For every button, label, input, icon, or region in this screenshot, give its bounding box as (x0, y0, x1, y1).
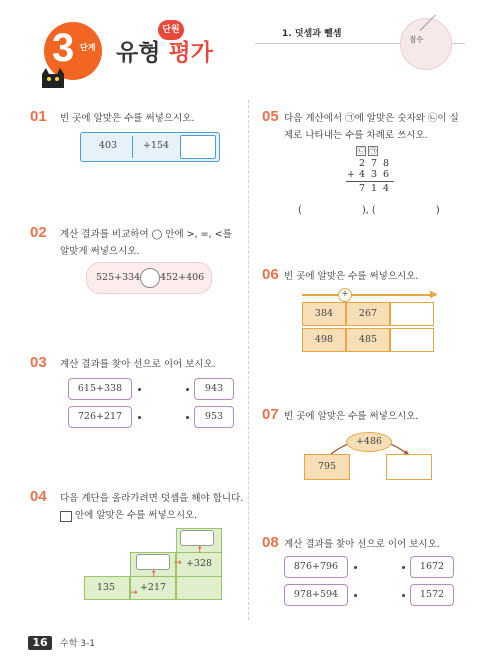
page-title (116, 34, 213, 67)
page-number: 16 (28, 636, 52, 650)
digit: 6 (382, 169, 390, 180)
q6-answer-box[interactable] (390, 302, 434, 326)
digit: 4 (382, 183, 390, 194)
title-accent: 평가 (168, 40, 213, 66)
question-text: 빈 곳에 알맞은 수를 써넣으시오. (60, 113, 195, 124)
question-text-line2: 제로 나타내는 수를 차례로 쓰시오. (284, 130, 428, 141)
q6-value: 498 (314, 334, 334, 345)
q5-answer-blanks[interactable]: ( ), ( ) (298, 205, 440, 216)
q3-left-1: 615+338 (77, 383, 123, 394)
digit: 7 (358, 183, 366, 194)
question-text: 계산 결과를 찾아 선으로 이어 보시오. (60, 359, 216, 370)
step-number: 3 (52, 26, 75, 70)
digit: 2 (358, 158, 366, 169)
title-main: 유형 (116, 40, 161, 66)
q1-strip (80, 132, 220, 164)
question-number: 01 (30, 108, 47, 125)
question-text-line2: 안에 알맞은 수를 써넣으시오. (75, 510, 198, 521)
q8-dot-right-2[interactable] (402, 594, 405, 597)
plus-sign: + (347, 169, 355, 180)
q7-start: 795 (317, 461, 337, 472)
compare-circle[interactable] (140, 268, 160, 288)
chapter-title: 1. 덧셈과 뺄셈 (282, 29, 342, 39)
arrow-up-icon: ↑ (150, 570, 158, 580)
question-text: 빈 곳에 알맞은 수를 써넣으시오. (284, 271, 419, 282)
q3-dot-right-1[interactable] (186, 388, 189, 391)
q6-value: 267 (358, 308, 378, 319)
q5-vertical-addition (346, 146, 406, 196)
q1-start: 403 (98, 140, 118, 151)
score-circle (400, 18, 452, 70)
sum-line (346, 181, 394, 182)
q3-left-2: 726+217 (77, 411, 123, 422)
question-number: 04 (30, 488, 47, 505)
question-number: 05 (262, 108, 279, 125)
arrow-right-icon: → (174, 558, 182, 568)
q4-op1: +217 (139, 582, 167, 593)
arrow-right-icon: ▶ (430, 289, 438, 300)
digit: 4 (358, 169, 366, 180)
q4-answer-box-1[interactable] (136, 554, 170, 570)
unit-tag: 단원 (158, 20, 184, 40)
q8-dot-right-1[interactable] (402, 566, 405, 569)
question-text-line1: 다음 계단을 올라가려면 덧셈을 해야 합니다. (60, 493, 244, 504)
q4-op2: +328 (185, 558, 213, 569)
digit: 3 (370, 169, 378, 180)
mark-box: ㉠ (369, 147, 377, 155)
cat-icon (38, 66, 68, 88)
mark-box: ㉡ (357, 147, 365, 155)
stair-line (176, 576, 222, 577)
q7-answer-box[interactable] (386, 454, 432, 480)
question-text: 계산 결과를 찾아 선으로 이어 보시오. (284, 539, 440, 550)
q2-right: 452+406 (160, 272, 205, 283)
arrow-right-icon: → (130, 588, 138, 598)
q1-op: +154 (142, 140, 170, 151)
q3-right-1: 943 (204, 383, 224, 394)
question-text-line2: 알맞게 써넣으시오. (60, 246, 140, 257)
q8-left-2: 978+594 (293, 589, 339, 600)
question-text-line1: 다음 계산에서 ㉠에 알맞은 숫자와 ㉡이 실 (284, 113, 459, 124)
q7-op: +486 (355, 436, 383, 447)
step-label: 단계 (80, 43, 96, 52)
q6-value: 384 (314, 308, 334, 319)
question-number: 06 (262, 266, 279, 283)
digit: 7 (370, 158, 378, 169)
q8-dot-left-2[interactable] (354, 594, 357, 597)
question-number: 08 (262, 534, 279, 551)
score-label: 점수 (409, 35, 424, 44)
q2-left: 525+334 (96, 272, 141, 283)
q6-answer-box[interactable] (390, 328, 434, 352)
q1-sep (132, 136, 133, 158)
q3-dot-left-1[interactable] (138, 388, 141, 391)
column-divider (248, 100, 249, 620)
q3-dot-left-2[interactable] (138, 416, 141, 419)
q8-dot-left-1[interactable] (354, 566, 357, 569)
digit: 1 (370, 183, 378, 194)
blank-box-icon (60, 511, 72, 522)
question-number: 03 (30, 354, 47, 371)
q6-op: + (338, 288, 352, 302)
q4-start: 135 (96, 582, 116, 593)
q8-right-1: 1672 (419, 561, 445, 572)
q6-arrow-line (302, 294, 436, 296)
q3-right-2: 953 (204, 411, 224, 422)
arrow-up-icon: ↑ (196, 546, 204, 556)
question-text-line1: 계산 결과를 비교하여 ◯ 안에 >, =, <를 (60, 229, 232, 240)
question-number: 07 (262, 406, 279, 423)
q8-left-1: 876+796 (293, 561, 339, 572)
q6-value: 485 (358, 334, 378, 345)
digit: 8 (382, 158, 390, 169)
q6-grid (302, 302, 434, 352)
q1-answer-box[interactable] (180, 135, 216, 159)
q3-dot-right-2[interactable] (186, 416, 189, 419)
q8-right-2: 1572 (419, 589, 445, 600)
book-title: 수학 3-1 (60, 639, 95, 649)
question-text: 빈 곳에 알맞은 수를 써넣으시오. (284, 411, 419, 422)
question-number: 02 (30, 224, 47, 241)
q4-answer-box-2[interactable] (180, 530, 214, 546)
